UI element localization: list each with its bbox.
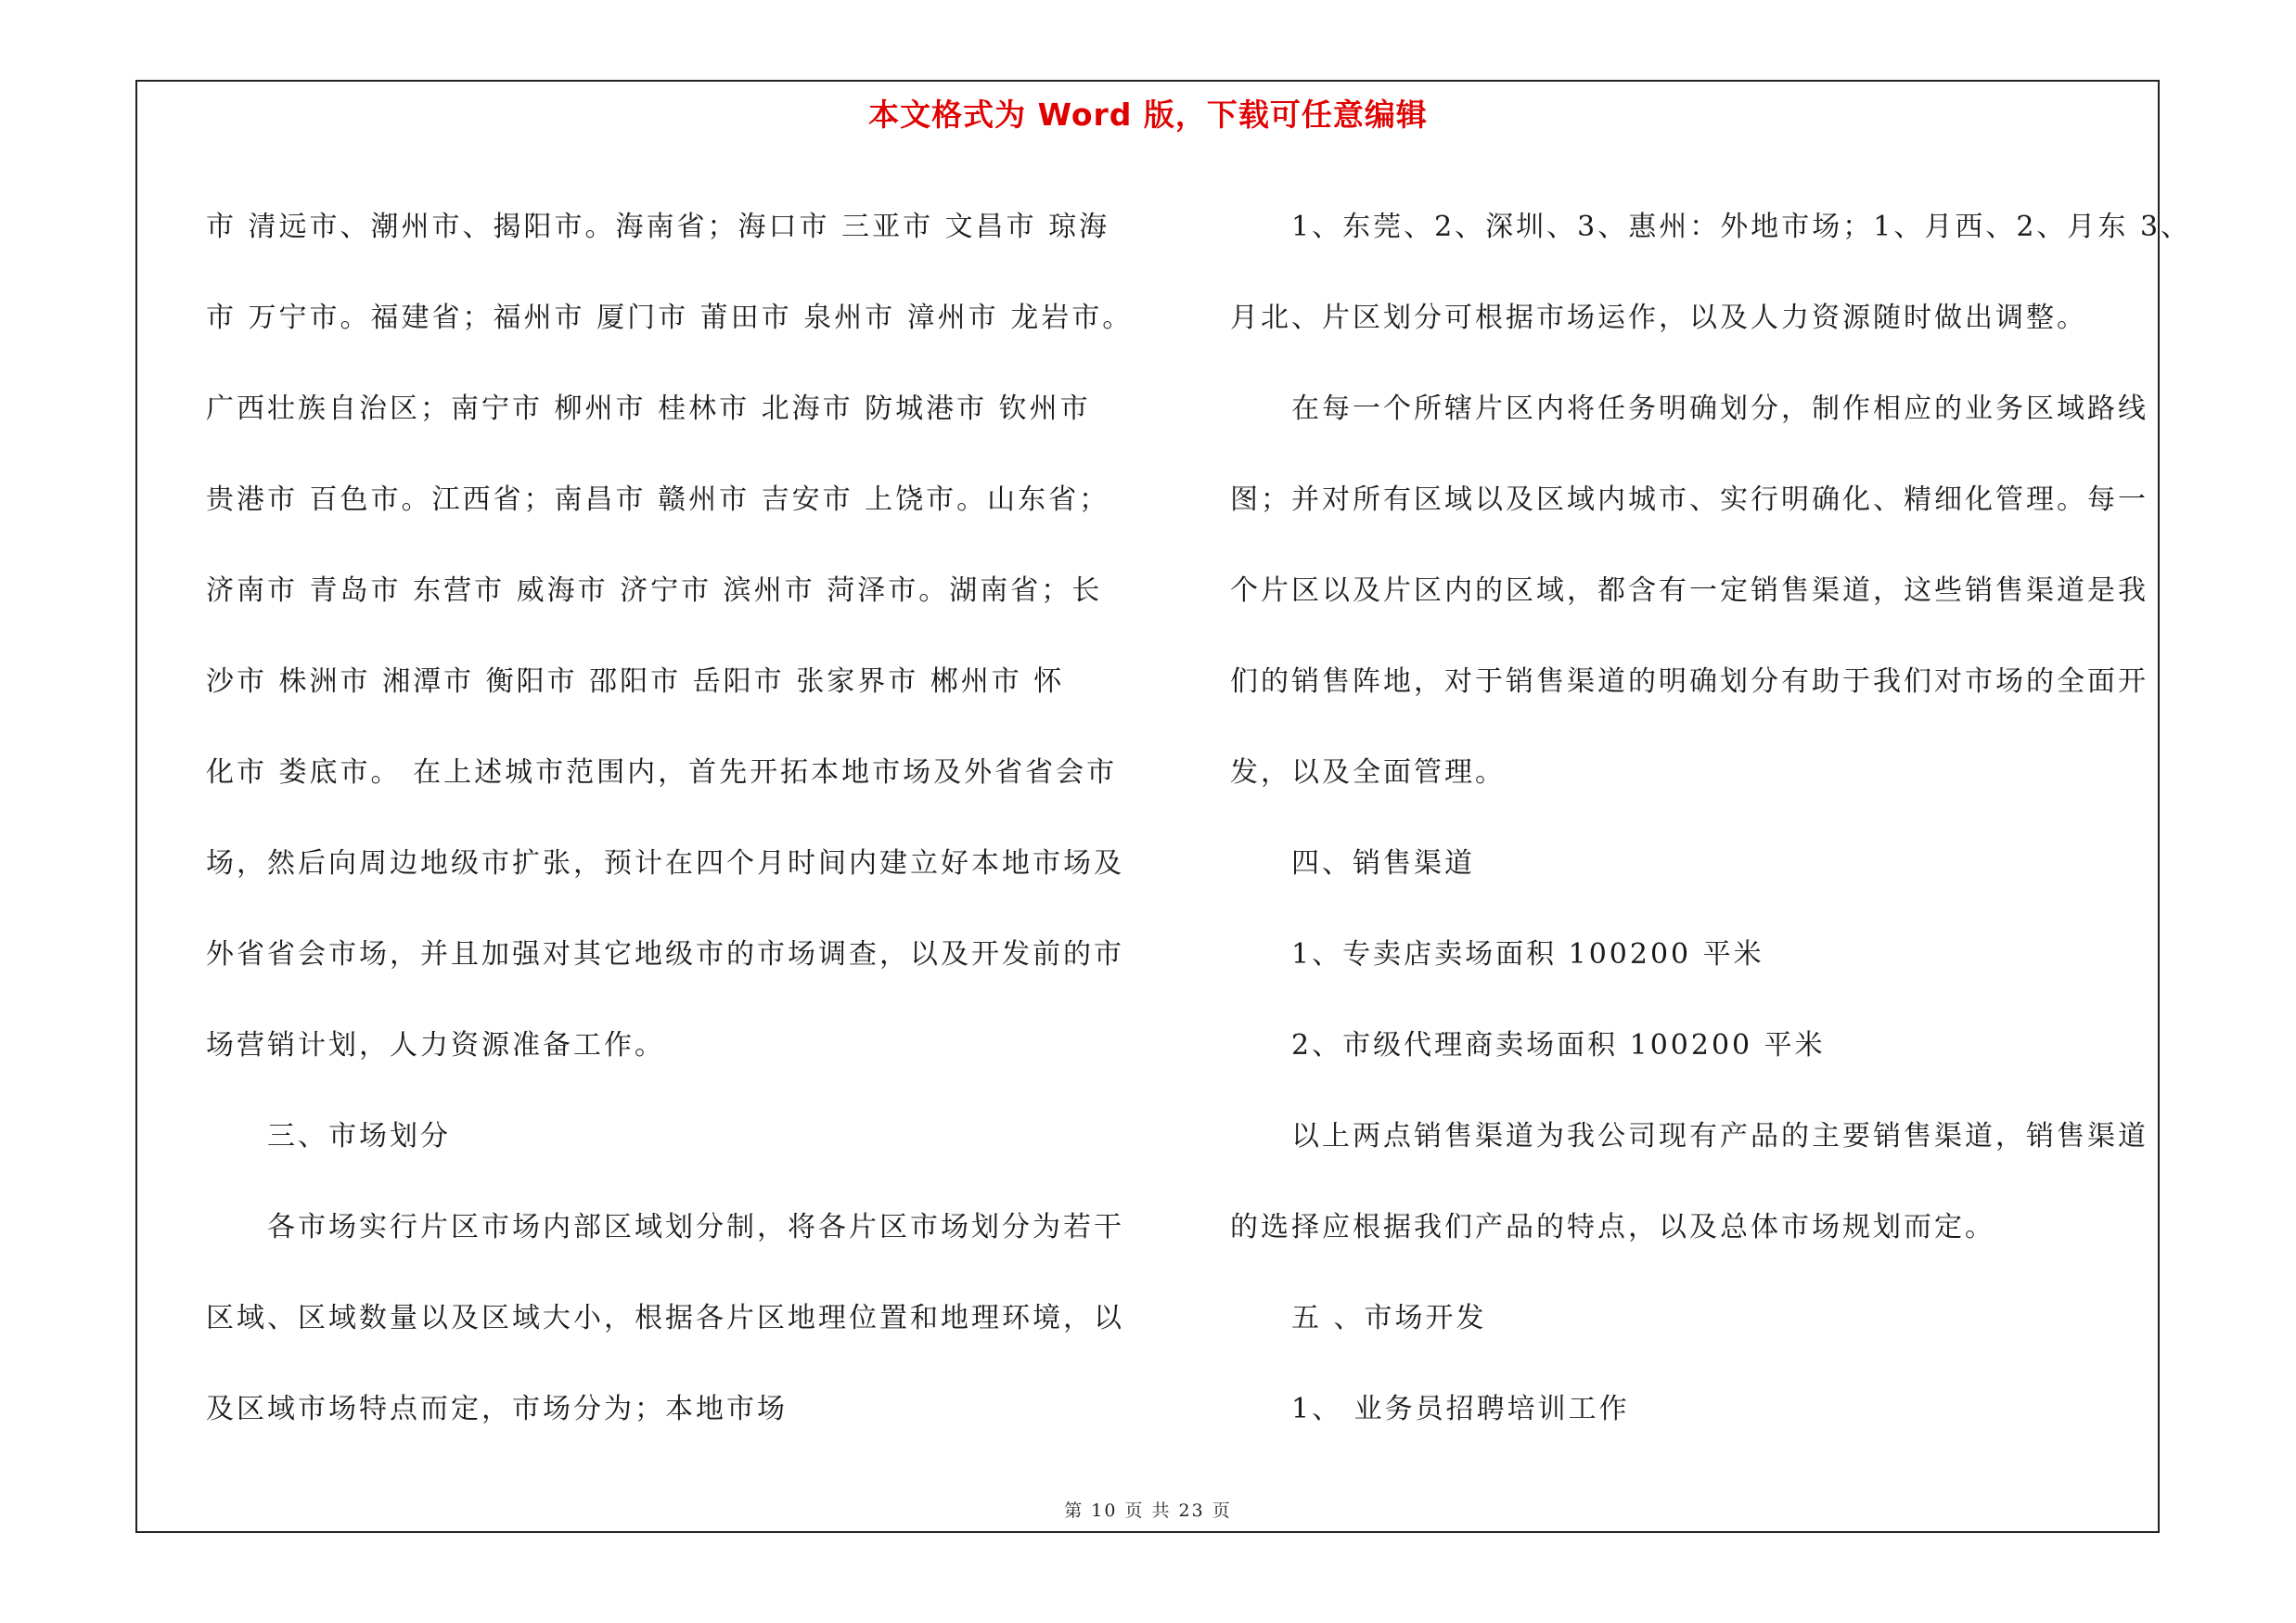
text-line: 广西壮族自治区；南宁市 柳州市 桂林市 北海市 防城港市 钦州市 (206, 393, 1091, 425)
text-line: 图；并对所有区域以及区域内城市、实行明确化、精细化管理。每一 (1230, 483, 2148, 516)
text-line: 1、 业务员招聘培训工作 (1291, 1393, 1630, 1425)
left-text-column (206, 182, 1134, 1455)
text-line: 及区域市场特点而定，市场分为；本地市场 (206, 1393, 788, 1425)
text-line: 贵港市 百色市。江西省；南昌市 赣州市 吉安市 上饶市。山东省； (206, 483, 1110, 516)
text-line: 月北、片区划分可根据市场运作，以及人力资源随时做出调整。 (1230, 302, 2087, 334)
text-line: 四、销售渠道 (1291, 847, 1475, 880)
text-line: 沙市 株洲市 湘潭市 衡阳市 邵阳市 岳阳市 张家界市 郴州市 怀 (206, 665, 1065, 698)
format-banner: 本文格式为 Word 版，下载可任意编辑 (868, 97, 1428, 133)
text-line: 场，然后向周边地级市扩张，预计在四个月时间内建立好本地市场及 (206, 847, 1124, 880)
text-line: 们的销售阵地，对于销售渠道的明确划分有助于我们对市场的全面开 (1230, 665, 2148, 698)
text-line: 发，以及全面管理。 (1230, 756, 1506, 789)
text-line: 场营销计划，人力资源准备工作。 (206, 1029, 665, 1062)
text-line: 1、东莞、2、深圳、3、惠州：外地市场；1、月西、2、月东 3、 (1291, 211, 2192, 243)
text-line: 以上两点销售渠道为我公司现有产品的主要销售渠道，销售渠道 (1291, 1120, 2148, 1153)
text-line: 的选择应根据我们产品的特点，以及总体市场规划而定。 (1230, 1211, 1995, 1243)
text-line: 个片区以及片区内的区域，都含有一定销售渠道，这些销售渠道是我 (1230, 574, 2148, 607)
text-line: 化市 娄底市。 在上述城市范围内，首先开拓本地市场及外省省会市 (206, 756, 1118, 789)
text-line: 区域、区域数量以及区域大小，根据各片区地理位置和地理环境，以 (206, 1302, 1124, 1334)
text-line: 济南市 青岛市 东营市 威海市 济宁市 滨州市 菏泽市。湖南省；长 (206, 574, 1103, 607)
text-line: 1、专卖店卖场面积 100200 平米 (1291, 938, 1764, 971)
text-line: 五 、市场开发 (1291, 1302, 1487, 1334)
right-text-column (1230, 182, 2192, 1455)
text-line: 2、市级代理商卖场面积 100200 平米 (1291, 1029, 1826, 1062)
text-line: 三、市场划分 (267, 1120, 451, 1153)
text-line: 市 万宁市。福建省；福州市 厦门市 莆田市 泉州市 漳州市 龙岩市。 (206, 302, 1134, 334)
text-line: 各市场实行片区市场内部区域划分制，将各片区市场划分为若干 (267, 1211, 1124, 1243)
text-line: 外省省会市场，并且加强对其它地级市的市场调查，以及开发前的市 (206, 938, 1124, 971)
text-line: 市 清远市、潮州市、揭阳市。海南省；海口市 三亚市 文昌市 琼海 (206, 211, 1110, 243)
page-number-footer: 第 10 页 共 23 页 (1064, 1501, 1232, 1521)
text-line: 在每一个所辖片区内将任务明确划分，制作相应的业务区域路线 (1291, 393, 2148, 425)
